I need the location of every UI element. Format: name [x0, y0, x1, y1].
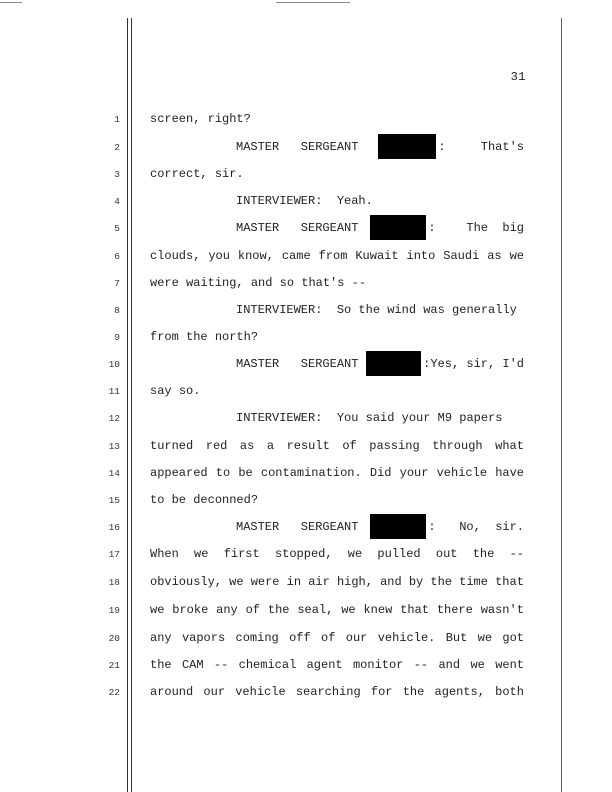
word: a — [266, 439, 275, 453]
line-number: 18 — [108, 577, 120, 588]
word: Did — [369, 466, 392, 480]
word: know, — [237, 249, 274, 263]
word: agent — [306, 658, 343, 672]
scan-mark — [276, 2, 350, 3]
speech-text: Yes, sir, I'd — [430, 356, 524, 371]
line-number: 12 — [108, 413, 120, 424]
word: the — [267, 603, 290, 617]
transcript-line — [236, 215, 524, 240]
speaker-colon: : — [428, 519, 436, 534]
word: as — [239, 439, 255, 453]
transcript-line — [150, 603, 524, 617]
transcript-line — [150, 112, 524, 126]
scan-mark — [0, 2, 22, 3]
word: to — [150, 493, 165, 507]
redaction-box — [366, 351, 421, 376]
word: we — [194, 547, 209, 561]
speaker-colon: : — [428, 220, 436, 235]
transcript-line — [236, 351, 524, 376]
word: CAM — [181, 658, 204, 672]
word: time — [459, 575, 488, 589]
word: deconned? — [193, 493, 259, 507]
word: Kuwait — [355, 249, 399, 263]
word: came — [281, 249, 311, 263]
line-number: 10 — [108, 359, 120, 370]
word: the — [472, 547, 495, 561]
word: red — [205, 439, 228, 453]
transcript-line — [150, 658, 524, 672]
word: be — [238, 466, 253, 480]
margin-rule-left-inner — [131, 18, 132, 792]
word: result — [286, 439, 330, 453]
word: we — [470, 658, 485, 672]
word: knew — [363, 603, 393, 617]
speaker-label: MASTER SERGEANT — [236, 220, 359, 235]
word: were — [150, 276, 179, 290]
word: in — [286, 575, 302, 589]
word: correct, — [150, 167, 208, 181]
word: pulled — [377, 547, 421, 561]
line-number: 5 — [114, 223, 120, 234]
transcript-line: INTERVIEWER: So the wind was generally — [236, 303, 517, 317]
word: what — [495, 439, 524, 453]
word: went — [495, 658, 524, 672]
line-number: 20 — [108, 633, 120, 644]
word: you — [208, 249, 230, 263]
speaker-label: MASTER SERGEANT — [236, 519, 359, 534]
speech-text: No, sir. — [459, 519, 524, 534]
speaker-colon: : — [438, 139, 446, 154]
word: waiting, — [186, 276, 244, 290]
transcript-line — [150, 547, 524, 561]
word: of — [245, 603, 261, 617]
word: vapors — [181, 631, 226, 645]
word: through — [432, 439, 483, 453]
word: -- — [351, 276, 367, 290]
speaker-label: MASTER SERGEANT — [236, 356, 359, 371]
word: north? — [214, 330, 259, 344]
redaction-box — [370, 215, 426, 240]
redaction-box — [370, 514, 426, 539]
word: off — [289, 631, 311, 645]
word: the — [186, 330, 208, 344]
word: around — [150, 685, 194, 699]
word: from — [318, 249, 348, 263]
word: When — [150, 547, 179, 561]
word: your — [399, 466, 429, 480]
word: the — [402, 685, 425, 699]
line-number: 21 — [108, 660, 120, 671]
word: so — [279, 276, 295, 290]
word: there — [436, 603, 473, 617]
word: appeared — [150, 466, 208, 480]
transcript-line — [150, 276, 524, 290]
transcript-line — [236, 514, 524, 539]
line-number: 3 — [114, 169, 120, 180]
word: we — [477, 631, 493, 645]
word: agents, — [434, 685, 485, 699]
word: we — [509, 249, 524, 263]
word: vehicle — [436, 466, 488, 480]
transcript-line — [150, 330, 524, 344]
speech-text: The big — [466, 220, 524, 235]
word: and — [380, 575, 402, 589]
word: by — [408, 575, 424, 589]
line-number: 1 — [114, 114, 120, 125]
word: our — [345, 631, 368, 645]
margin-rule-right — [561, 18, 562, 792]
transcript-line — [150, 249, 524, 263]
word: vehicle. — [377, 631, 436, 645]
word: of — [342, 439, 357, 453]
word: as — [487, 249, 502, 263]
transcript-line: INTERVIEWER: You said your M9 papers — [236, 411, 503, 425]
word: right? — [207, 112, 251, 126]
transcript-line — [150, 466, 524, 480]
transcript-line — [236, 134, 524, 159]
speaker-label: MASTER SERGEANT — [236, 139, 359, 154]
transcript-line: INTERVIEWER: Yeah. — [236, 194, 373, 208]
word: from — [150, 330, 179, 344]
speaker-colon: : — [423, 356, 431, 371]
word: for — [370, 685, 393, 699]
line-number: 4 — [114, 196, 120, 207]
line-number: 15 — [108, 495, 120, 506]
word: be — [171, 493, 187, 507]
line-number: 22 — [108, 687, 120, 698]
word: vehicle — [235, 685, 286, 699]
word: any — [216, 603, 238, 617]
line-number: 8 — [114, 305, 120, 316]
word: -- — [213, 658, 229, 672]
word: to — [215, 466, 231, 480]
transcript-line — [150, 575, 524, 589]
word: But — [445, 631, 468, 645]
word: first — [223, 547, 260, 561]
word: say — [150, 384, 172, 398]
word: we — [347, 547, 363, 561]
transcript-line — [150, 685, 524, 699]
transcript-line — [150, 631, 524, 645]
word: -- — [413, 658, 429, 672]
word: that — [495, 575, 524, 589]
word: Saudi — [443, 249, 480, 263]
line-number: 19 — [108, 605, 120, 616]
word: our — [203, 685, 226, 699]
word: so. — [178, 384, 201, 398]
word: of — [321, 631, 336, 645]
word: out — [435, 547, 458, 561]
word: stopped, — [274, 547, 333, 561]
word: we — [229, 575, 244, 589]
word: we — [341, 603, 356, 617]
word: seal, — [297, 603, 334, 617]
word: air — [308, 575, 330, 589]
transcript-line — [150, 167, 524, 181]
word: broke — [172, 603, 209, 617]
word: wasn't — [480, 603, 524, 617]
word: passing — [369, 439, 420, 453]
word: any — [150, 631, 172, 645]
word: that — [400, 603, 429, 617]
transcript-line — [150, 493, 524, 507]
line-number: 14 — [108, 468, 120, 479]
word: coming — [235, 631, 279, 645]
word: -- — [509, 547, 524, 561]
word: chemical — [238, 658, 297, 672]
line-number: 2 — [114, 142, 120, 153]
word: contamination. — [260, 466, 362, 480]
line-number: 7 — [114, 278, 120, 289]
margin-rule-left — [127, 18, 128, 792]
line-number: 16 — [108, 522, 120, 533]
word: turned — [150, 439, 194, 453]
word: high, — [336, 575, 373, 589]
transcript-line — [150, 439, 524, 453]
word: both — [495, 685, 524, 699]
word: into — [406, 249, 436, 263]
speech-text: That's — [480, 139, 524, 154]
word: the — [430, 575, 453, 589]
line-number: 9 — [114, 332, 120, 343]
word: monitor — [352, 658, 404, 672]
line-number: 11 — [108, 386, 120, 397]
word: and — [438, 658, 461, 672]
word: have — [495, 466, 524, 480]
page-number: 31 — [510, 70, 526, 84]
word: we — [150, 603, 165, 617]
word: were — [250, 575, 280, 589]
word: sir. — [214, 167, 244, 181]
word: and — [250, 276, 273, 290]
word: searching — [295, 685, 361, 699]
line-number: 6 — [114, 251, 120, 262]
transcript-line — [150, 384, 524, 398]
word: that's — [301, 276, 345, 290]
line-number: 13 — [108, 441, 120, 452]
line-number: 17 — [108, 549, 120, 560]
redaction-box — [378, 134, 436, 159]
word: the — [150, 658, 172, 672]
word: obviously, — [150, 575, 223, 589]
word: screen, — [150, 112, 201, 126]
word: got — [502, 631, 524, 645]
word: clouds, — [150, 249, 201, 263]
